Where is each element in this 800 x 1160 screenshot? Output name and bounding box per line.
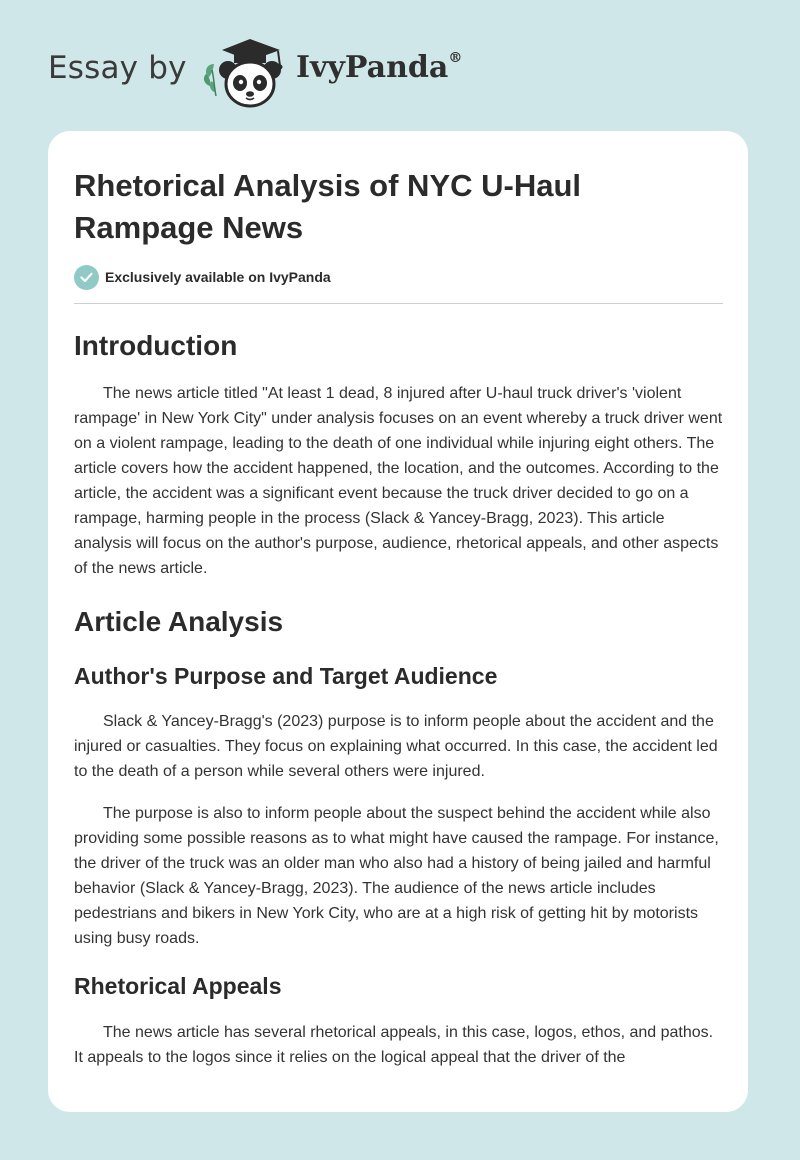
brand-text: IvyPanda	[296, 50, 449, 85]
subsection-heading-purpose: Author's Purpose and Target Audience	[74, 663, 498, 689]
checkmark-icon	[74, 265, 99, 290]
essay-card	[48, 131, 748, 1112]
article-body	[74, 321, 724, 1070]
section-heading-introduction: Introduction	[74, 330, 238, 361]
paragraph: The news article titled "At least 1 dead, 8 injured after U-haul truck driver's 'violent rampage' in New York City" under analysis focuses on an event whereby a truck driver went on a violent rampage, leading to the death of one individual while injuring eight others. The article covers how the accident happened, the location, and the outcomes. According to the article, the accident was a significant event because the truck driver decided to go on a rampage, harming people in the process (Slack & Yancey-Bragg, 2023). This article analysis will focus on the author's purpose, audience, rhetorical appeals, and other aspects of the news article.	[74, 385, 723, 577]
essay-title: Rhetorical Analysis of NYC U-Haul Rampage News	[74, 168, 582, 245]
section-heading-article-analysis: Article Analysis	[74, 606, 284, 637]
exclusive-label: Exclusively available on IvyPanda	[105, 269, 331, 285]
paragraph: Slack & Yancey-Bragg's (2023) purpose is to inform people about the accident and the injured or casualties. They focus on explaining what occurred. In this case, the accident led to the death of a person while several others were injured.	[74, 713, 718, 780]
essay-by-label: Essay by	[48, 50, 187, 86]
paragraph: The news article has several rhetorical appeals, in this case, logos, ethos, and pathos. It appeals to the logos since it relies on the logical appeal that the driver of the	[74, 1024, 714, 1066]
brand-name[interactable]	[296, 50, 462, 85]
panda-graduate-logo-icon	[200, 34, 292, 110]
site-header	[0, 0, 800, 130]
registered-mark: ®	[448, 50, 463, 66]
subsection-heading-rhetorical-appeals: Rhetorical Appeals	[74, 973, 282, 999]
exclusive-badge	[74, 264, 331, 290]
title-divider	[74, 303, 723, 304]
paragraph: The purpose is also to inform people about the suspect behind the accident while also providing some possible reasons as to what might have caused the rampage. For instance, the driver of the truck was an older man who also had a history of being jailed and harmful behavior (Slack & Yancey-Bragg, 2023). The audience of the news article includes pedestrians and bikers in New York City, who are at a high risk of getting hit by motorists using busy roads.	[74, 805, 719, 947]
